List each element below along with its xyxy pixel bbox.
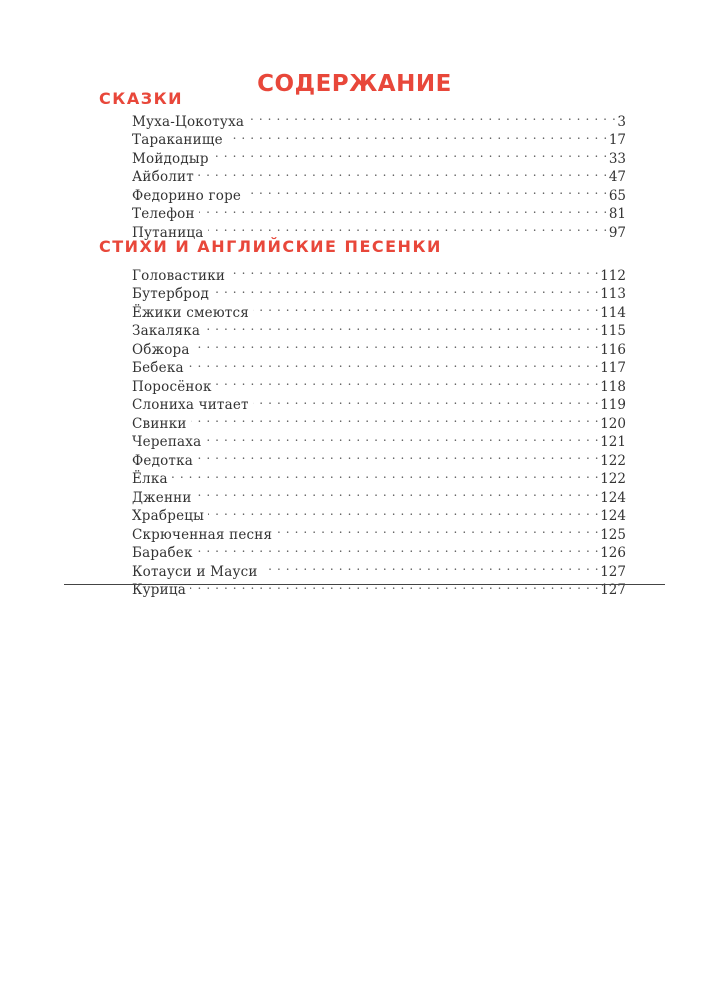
toc-entry-page-number: 33 xyxy=(608,150,626,167)
toc-entry-title: Бутерброд xyxy=(132,286,209,302)
toc-entry-title: Ёжики смеются xyxy=(132,304,249,321)
toc-entry-page-number: 3 xyxy=(617,113,626,130)
toc-entry-page-number: 122 xyxy=(600,471,626,487)
toc-entry-title: Тараканище xyxy=(132,132,223,148)
toc-list-poems-and-songs xyxy=(132,261,626,598)
dot-leader xyxy=(188,354,600,373)
dot-leader xyxy=(213,280,599,299)
toc-entry-page-number: 121 xyxy=(600,434,626,450)
toc-entry xyxy=(132,335,626,358)
toc-entry xyxy=(132,483,626,506)
toc-entry-page-number: 119 xyxy=(600,397,626,413)
dot-leader xyxy=(227,126,608,145)
dot-leader xyxy=(208,502,599,521)
toc-entry-title: Котауси и Мауси xyxy=(132,563,258,580)
dot-leader xyxy=(194,335,600,354)
toc-entry-page-number: 112 xyxy=(600,267,626,284)
toc-entry-page-number: 122 xyxy=(600,452,626,469)
toc-entry-title: Слониха читает xyxy=(132,397,249,413)
dot-leader xyxy=(198,163,608,182)
toc-entry xyxy=(132,354,626,376)
dot-leader xyxy=(172,465,600,484)
dot-leader xyxy=(253,391,600,410)
dot-leader xyxy=(248,107,616,126)
toc-entry-page-number: 116 xyxy=(600,341,626,358)
toc-entry-page-number: 114 xyxy=(600,304,626,321)
dot-leader xyxy=(197,446,599,465)
toc-entry xyxy=(132,465,626,487)
dot-leader xyxy=(229,261,599,280)
toc-entry-title: Черепаха xyxy=(132,434,202,450)
toc-entry xyxy=(132,200,626,222)
toc-entry xyxy=(132,107,626,130)
toc-entry-title: Мойдодыр xyxy=(132,150,209,167)
toc-entry-title: Ёлка xyxy=(132,471,168,487)
toc-entry-page-number: 125 xyxy=(600,526,626,543)
dot-leader xyxy=(197,539,600,558)
dot-leader xyxy=(213,144,608,163)
section-heading-tales: СКАЗКИ xyxy=(99,89,184,108)
toc-entry-title: Поросёнок xyxy=(132,378,212,395)
dot-leader xyxy=(253,298,599,317)
toc-entry-title: Дженни xyxy=(132,489,192,506)
toc-entry-page-number: 97 xyxy=(608,224,626,241)
toc-entry xyxy=(132,163,626,185)
dot-leader xyxy=(205,428,599,447)
toc-entry-title: Муха-Цокотуха xyxy=(132,113,245,130)
toc-entry-title: Свинки xyxy=(132,415,187,432)
toc-entry xyxy=(132,181,626,204)
toc-entry xyxy=(132,218,626,241)
toc-entry-page-number: 120 xyxy=(600,415,626,432)
toc-list-tales xyxy=(132,107,626,241)
dot-leader xyxy=(276,520,599,539)
toc-entry-title: Барабек xyxy=(132,545,193,561)
dot-leader xyxy=(191,409,600,428)
toc-entry xyxy=(132,409,626,432)
toc-entry xyxy=(132,261,626,284)
toc-entry-title: Скрюченная песня xyxy=(132,526,273,543)
toc-entry-page-number: 118 xyxy=(600,378,626,395)
toc-entry-title: Путаница xyxy=(132,224,204,241)
toc-entry-title: Телефон xyxy=(132,206,195,222)
toc-entry-page-number: 113 xyxy=(600,286,626,302)
dot-leader xyxy=(199,200,608,219)
toc-entry-page-number: 124 xyxy=(600,489,626,506)
dot-leader xyxy=(196,483,600,502)
toc-entry-title: Федотка xyxy=(132,452,193,469)
toc-entry xyxy=(132,428,626,450)
page-title: СОДЕРЖАНИЕ xyxy=(257,71,452,98)
toc-entry-title: Закаляка xyxy=(132,323,201,339)
toc-entry-title: Бебека xyxy=(132,360,184,376)
toc-entry xyxy=(132,557,626,580)
dot-leader xyxy=(208,218,608,237)
toc-entry-page-number: 127 xyxy=(600,582,626,598)
toc-entry-title: Обжора xyxy=(132,341,190,358)
dot-leader xyxy=(245,181,608,200)
toc-entry-page-number: 126 xyxy=(600,545,626,561)
toc-entry xyxy=(132,446,626,469)
toc-entry xyxy=(132,317,626,339)
toc-entry-page-number: 65 xyxy=(608,187,626,204)
toc-entry-title: Курица xyxy=(132,582,186,598)
dot-leader xyxy=(204,317,599,336)
dot-leader xyxy=(216,372,600,391)
toc-entry-page-number: 17 xyxy=(608,132,626,148)
bottom-divider xyxy=(64,584,665,585)
toc-entry-page-number: 124 xyxy=(600,508,626,524)
toc-entry-page-number: 127 xyxy=(600,563,626,580)
toc-entry xyxy=(132,372,626,395)
toc-entry-title: Айболит xyxy=(132,169,194,185)
toc-entry-title: Храбрецы xyxy=(132,508,205,524)
toc-entry-page-number: 117 xyxy=(600,360,626,376)
toc-entry-page-number: 81 xyxy=(608,206,626,222)
toc-entry xyxy=(132,539,626,561)
toc-entry-page-number: 115 xyxy=(600,323,626,339)
dot-leader xyxy=(262,557,600,576)
section-heading-poems-and-songs: СТИХИ И АНГЛИЙСКИЕ ПЕСЕНКИ xyxy=(99,237,442,256)
toc-entry-page-number: 47 xyxy=(608,169,626,185)
toc-entry-title: Головастики xyxy=(132,267,226,284)
toc-entry-title: Федорино горе xyxy=(132,187,242,204)
toc-entry xyxy=(132,502,626,524)
